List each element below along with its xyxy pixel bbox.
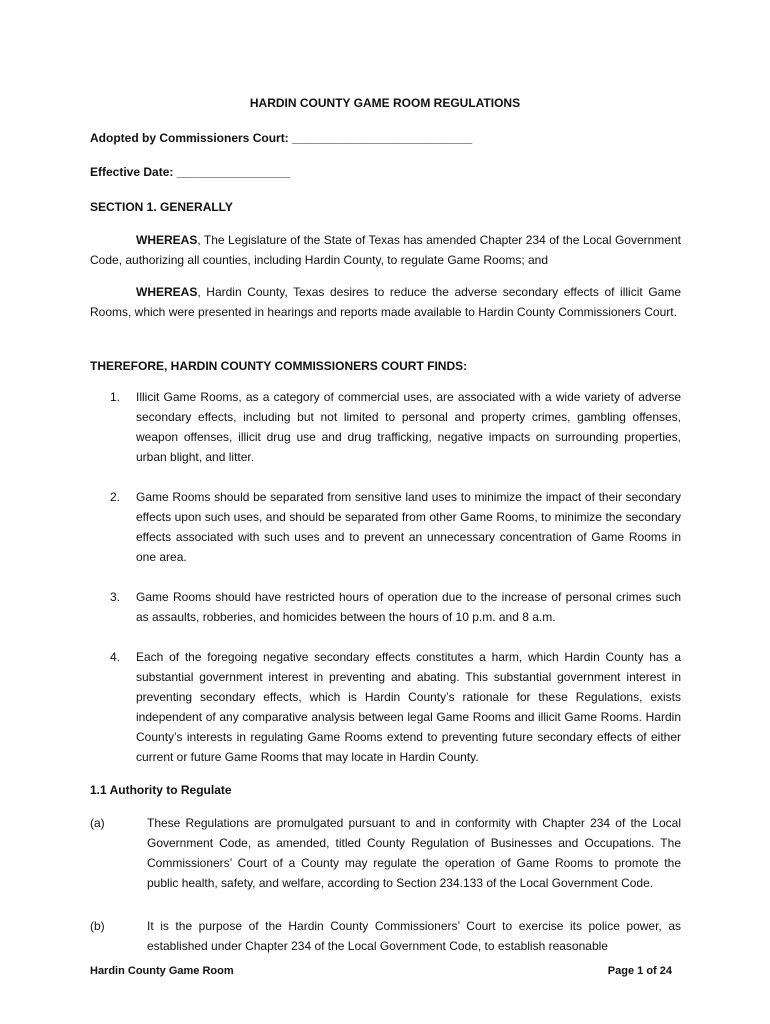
whereas-keyword: WHEREAS [136,233,198,247]
finding-number: 2. [110,490,121,504]
finding-number: 3. [110,590,121,604]
footer-title: Hardin County Game Room [90,965,234,977]
finding-item [110,487,681,567]
finding-text: Illicit Game Rooms, as a category of commercial uses, are associated with a wide variety of adverse secondary effects, including but not limited to personal and property crimes, gambling offenses, weapon offenses, illicit drug use and drug trafficking, negative impacts on surrounding properties, urban blight, and litter. [136,390,681,464]
finding-text: Game Rooms should be separated from sensitive land uses to minimize the impact of their secondary effects upon such uses, and should be separated from other Game Rooms, to minimize the secondary effects associated with such uses and to prevent an unnecessary concentration of Game Rooms in one area. [136,490,681,564]
finding-text: Game Rooms should have restricted hours of operation due to the increase of personal crimes such as assaults, robberies, and homicides between the hours of 10 p.m. and 8 a.m. [136,590,681,624]
clause-item [90,813,681,893]
clause-label: (a) [90,816,105,830]
whereas-paragraph-2 [90,282,681,322]
page-number: Page 1 of 24 [607,965,672,977]
adopted-line: Adopted by Commissioners Court: ___________________________ [90,131,473,145]
authority-heading: 1.1 Authority to Regulate [90,783,232,797]
therefore-heading: THEREFORE, HARDIN COUNTY COMMISSIONERS COURT FINDS: [90,359,468,373]
whereas-keyword: WHEREAS [136,285,198,299]
finding-text: Each of the foregoing negative secondary effects constitutes a harm, which Hardin County has a substantial government interest in preventing and abating. This substantial government interest in preventing secondary effects, which is Hardin County’s rationale for these Regulations, exists independent of any comparative analysis between legal Game Rooms and illicit Game Rooms. Hardin County’s interests in regulating Game Rooms extend to preventing future secondary effects of either current or future Game Rooms that may locate in Hardin County. [136,650,681,764]
finding-item [110,587,681,627]
whereas-paragraph-1 [90,230,681,270]
section-heading: SECTION 1. GENERALLY [90,200,233,214]
finding-item [110,647,681,767]
clause-text: These Regulations are promulgated pursuant to and in conformity with Chapter 234 of the Local Government Code, as amended, titled County Regulation of Businesses and Occupations. The Commissioners’ Court of a County may regulate the operation of Game Rooms to promote the public health, safety, and welfare, according to Section 234.133 of the Local Government Code. [147,816,681,890]
whereas-text: , The Legislature of the State of Texas has amended Chapter 234 of the Local Government Code, authorizing all counties, including Hardin County, to regulate Game Rooms; and [90,233,681,267]
clause-item [90,916,681,956]
finding-number: 4. [110,650,121,664]
clause-text: It is the purpose of the Hardin County Commissioners’ Court to exercise its police power, as established under Chapter 234 of the Local Government Code, to establish reasonable [147,919,681,953]
finding-item [110,387,681,467]
whereas-text: , Hardin County, Texas desires to reduce the adverse secondary effects of illicit Game Rooms, which were presented in hearings and reports made available to Hardin County Commissioners Court. [90,285,681,319]
clause-label: (b) [90,919,105,933]
effective-date-line: Effective Date: _________________ [90,165,291,179]
document-title: HARDIN COUNTY GAME ROOM REGULATIONS [249,96,521,110]
finding-number: 1. [110,390,121,404]
